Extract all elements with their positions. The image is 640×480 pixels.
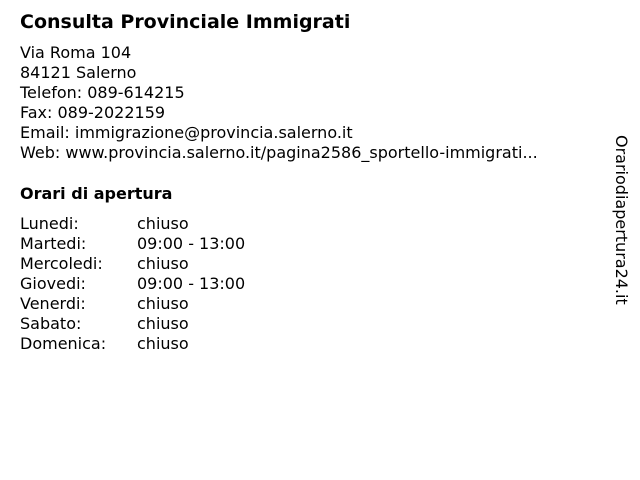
site-watermark: Orariodiapertura24.it — [612, 135, 631, 305]
day-hours: chiuso — [137, 314, 189, 333]
day-hours: chiuso — [137, 334, 189, 353]
email-address: Email: immigrazione@provincia.salerno.it — [20, 123, 353, 142]
day-hours: 09:00 - 13:00 — [137, 234, 246, 253]
day-label: Sabato: — [20, 314, 82, 333]
day-hours: 09:00 - 13:00 — [137, 274, 246, 293]
day-label: Domenica: — [20, 334, 107, 353]
hours-row-sunday — [20, 334, 245, 354]
page-title: Consulta Provinciale Immigrati — [20, 11, 351, 33]
watermark-container — [611, 135, 631, 310]
day-label: Lunedi: — [20, 214, 79, 233]
opening-hours-table — [20, 214, 245, 354]
hours-row-wednesday — [20, 254, 245, 274]
day-hours: chiuso — [137, 294, 189, 313]
phone-number: Telefon: 089-614215 — [20, 83, 185, 102]
hours-row-friday — [20, 294, 245, 314]
hours-row-thursday — [20, 274, 245, 294]
opening-hours-heading: Orari di apertura — [20, 184, 173, 203]
contact-block — [20, 43, 538, 163]
hours-row-monday — [20, 214, 245, 234]
website-url: Web: www.provincia.salerno.it/pagina2586_sportello-immigrati... — [20, 143, 538, 162]
day-hours: chiuso — [137, 214, 189, 233]
fax-number: Fax: 089-2022159 — [20, 103, 166, 122]
day-label: Mercoledi: — [20, 254, 103, 273]
hours-row-tuesday — [20, 234, 245, 254]
day-hours: chiuso — [137, 254, 189, 273]
street-address: Via Roma 104 — [20, 43, 132, 62]
city-address: 84121 Salerno — [20, 63, 137, 82]
day-label: Venerdi: — [20, 294, 86, 313]
day-label: Martedi: — [20, 234, 87, 253]
hours-row-saturday — [20, 314, 245, 334]
day-label: Giovedi: — [20, 274, 86, 293]
